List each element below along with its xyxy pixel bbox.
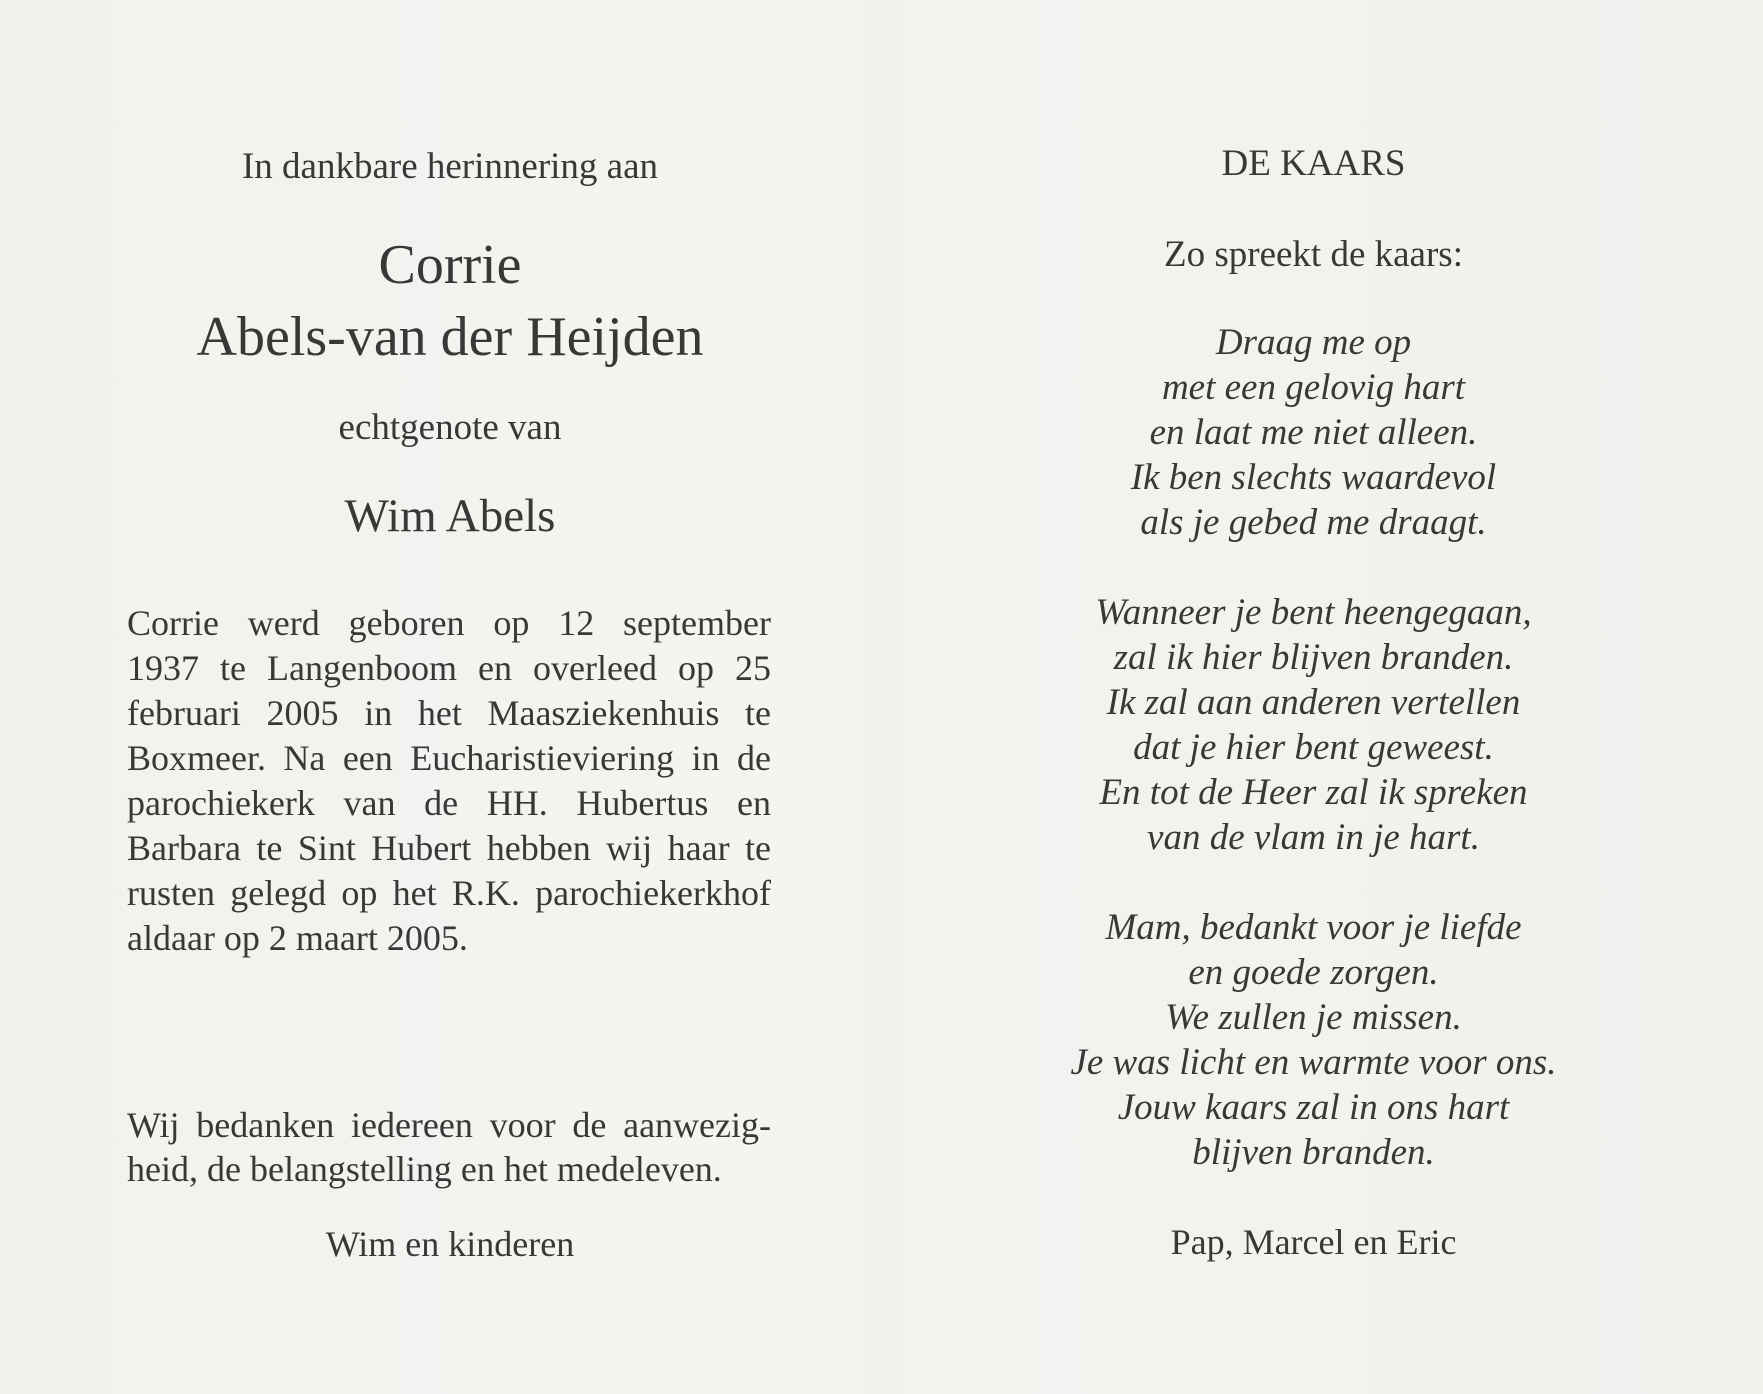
family-signature: Wim en kinderen [325,1224,575,1264]
poem-line: van de vlam in je hart. [1147,817,1480,858]
poem-line: We zullen je missen. [1165,997,1462,1038]
poem-line: Je was licht en warmte voor ons. [1070,1042,1557,1083]
poem-line: Ik zal aan anderen vertellen [1106,682,1521,723]
poem-line: en goede zorgen. [1188,952,1439,993]
poem-stanza [900,905,1727,1175]
poem-title: DE KAARS [1221,143,1406,184]
biography-line: Corrie werd geboren op 12 september [127,603,771,643]
thanks-line: Wij bedanken iedereen voor de aanwezig- [127,1105,771,1145]
poem-line: blijven branden. [1192,1132,1435,1173]
poem-line: als je gebed me draagt. [1140,502,1487,543]
poem-line: dat je hier bent geweest. [1133,727,1494,768]
poem-line: met een gelovig hart [1161,367,1466,408]
biography-line: Barbara te Sint Hubert hebben wij haar te [127,828,771,868]
deceased-first-name: Corrie [378,234,522,296]
intro-text: In dankbare herinnering aan [241,146,659,187]
biography-line: parochiekerk van de HH. Hubertus en [127,783,771,823]
poem-line: zal ik hier blijven branden. [1113,637,1514,678]
thanks-line: heid, de belangstelling en het medeleven. [127,1149,722,1189]
biography-line: 1937 te Langenboom en overleed op 25 [127,648,771,688]
poem-line: en laat me niet alleen. [1149,412,1478,453]
poem-line: Ik ben slechts waardevol [1130,457,1497,498]
biography-line: februari 2005 in het Maasziekenhuis te [127,693,771,733]
poem-intro: Zo spreekt de kaars: [1164,234,1463,275]
deceased-full-name: Abels-van der Heijden [196,306,704,368]
biography-line: aldaar op 2 maart 2005. [127,918,468,958]
poem-line: Draag me op [1215,322,1412,363]
spouse-name: Wim Abels [344,490,556,542]
poem-stanza [900,590,1727,860]
biography-paragraph [127,601,771,961]
spouse-prefix: echtgenote van [338,407,562,448]
thanks-paragraph [127,1103,771,1191]
poem-line: Jouw kaars zal in ons hart [1117,1087,1510,1128]
poem-line: Wanneer je bent heengegaan, [1095,592,1532,633]
right-page [900,0,1763,1394]
poem-line: Mam, bedankt voor je liefde [1105,907,1522,948]
biography-line: Boxmeer. Na een Eucharistieviering in de [127,738,771,778]
poem-line: En tot de Heer zal ik spreken [1099,772,1528,813]
biography-line: rusten gelegd op het R.K. parochiekerkhof [127,873,771,913]
poem-stanza [900,320,1727,545]
poem-signature: Pap, Marcel en Eric [1170,1222,1457,1262]
